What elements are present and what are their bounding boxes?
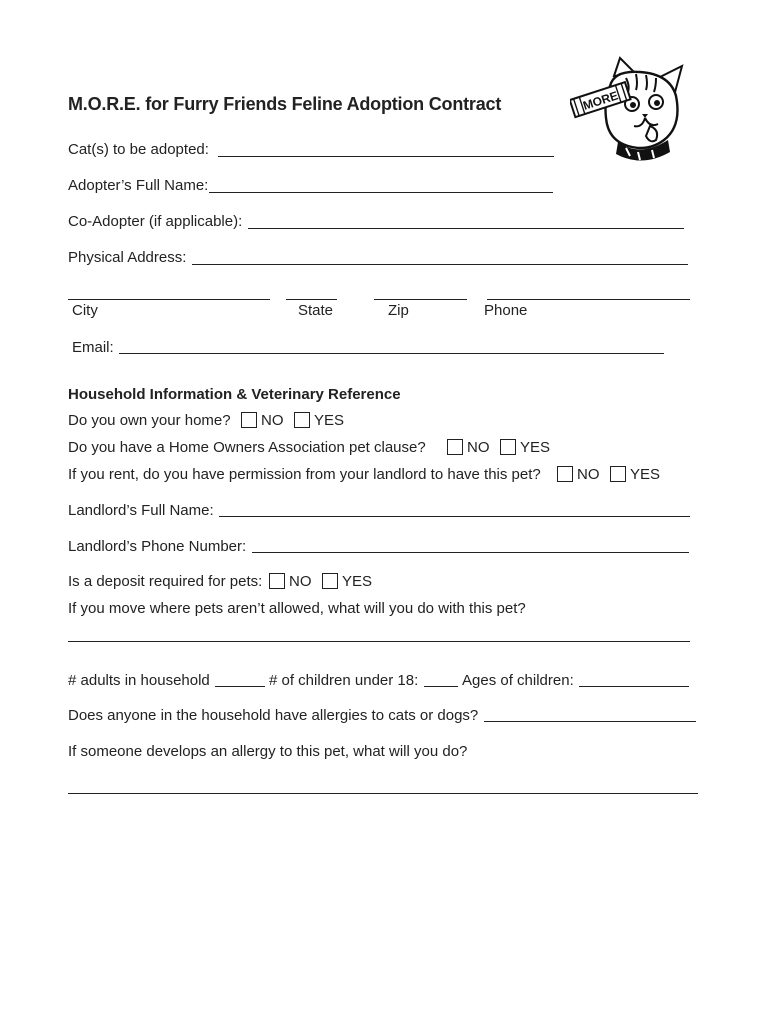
allergies-field[interactable]	[484, 721, 696, 722]
rent-no-checkbox[interactable]	[557, 466, 573, 482]
adopter-label: Adopter’s Full Name:	[68, 177, 209, 194]
rent-label: If you rent, do you have permission from your landlord to have this pet?	[68, 466, 541, 483]
rent-no-label: NO	[577, 466, 600, 483]
deposit-label: Is a deposit required for pets:	[68, 573, 263, 590]
address-label: Physical Address:	[68, 249, 187, 266]
page-title: M.O.R.E. for Furry Friends Feline Adoption Contract	[68, 94, 502, 114]
move-label: If you move where pets aren’t allowed, what will you do with this pet?	[68, 600, 526, 617]
deposit-no-label: NO	[289, 573, 312, 590]
hoa-label: Do you have a Home Owners Association pet clause?	[68, 439, 426, 456]
state-field[interactable]	[286, 299, 337, 300]
ages-label: Ages of children:	[462, 672, 574, 689]
adults-label: # adults in household	[68, 672, 210, 689]
cats-label: Cat(s) to be adopted:	[68, 141, 209, 158]
adults-field[interactable]	[215, 686, 265, 687]
state-label: State	[298, 302, 334, 319]
own-home-yes-label: YES	[314, 412, 345, 429]
hoa-no-label: NO	[467, 439, 490, 456]
coadopter-field[interactable]	[248, 228, 684, 229]
landlord-phone-field[interactable]	[252, 552, 689, 553]
landlord-name-label: Landlord’s Full Name:	[68, 502, 214, 519]
rent-yes-label: YES	[630, 466, 661, 483]
hoa-yes-checkbox[interactable]	[500, 439, 516, 455]
allergy-plan-field[interactable]	[68, 793, 698, 794]
own-home-no-label: NO	[261, 412, 284, 429]
phone-label: Phone	[484, 302, 528, 319]
city-label: City	[72, 302, 98, 319]
zip-field[interactable]	[374, 299, 467, 300]
allergy-plan-label: If someone develops an allergy to this pet, what will you do?	[68, 743, 468, 760]
children-field[interactable]	[424, 686, 458, 687]
deposit-no-checkbox[interactable]	[269, 573, 285, 589]
phone-field[interactable]	[487, 299, 690, 300]
move-field[interactable]	[68, 641, 690, 642]
deposit-yes-label: YES	[342, 573, 373, 590]
rent-yes-checkbox[interactable]	[610, 466, 626, 482]
allergies-label: Does anyone in the household have allergies to cats or dogs?	[68, 707, 479, 724]
hoa-no-checkbox[interactable]	[447, 439, 463, 455]
own-home-no-checkbox[interactable]	[241, 412, 257, 428]
household-heading: Household Information & Veterinary Reference	[68, 386, 401, 403]
own-home-label: Do you own your home?	[68, 412, 231, 429]
logo-text: MORE	[581, 88, 620, 113]
email-label: Email:	[72, 339, 114, 356]
zip-label: Zip	[388, 302, 409, 319]
coadopter-label: Co-Adopter (if applicable):	[68, 213, 243, 230]
address-field[interactable]	[192, 264, 688, 265]
landlord-phone-label: Landlord’s Phone Number:	[68, 538, 247, 555]
own-home-yes-checkbox[interactable]	[294, 412, 310, 428]
deposit-yes-checkbox[interactable]	[322, 573, 338, 589]
adopter-field[interactable]	[209, 192, 553, 193]
cats-field[interactable]	[218, 156, 554, 157]
city-field[interactable]	[68, 299, 270, 300]
email-field[interactable]	[119, 353, 664, 354]
hoa-yes-label: YES	[520, 439, 551, 456]
ages-field[interactable]	[579, 686, 689, 687]
children-label: # of children under 18:	[269, 672, 419, 689]
landlord-name-field[interactable]	[219, 516, 690, 517]
cat-logo	[570, 56, 690, 168]
